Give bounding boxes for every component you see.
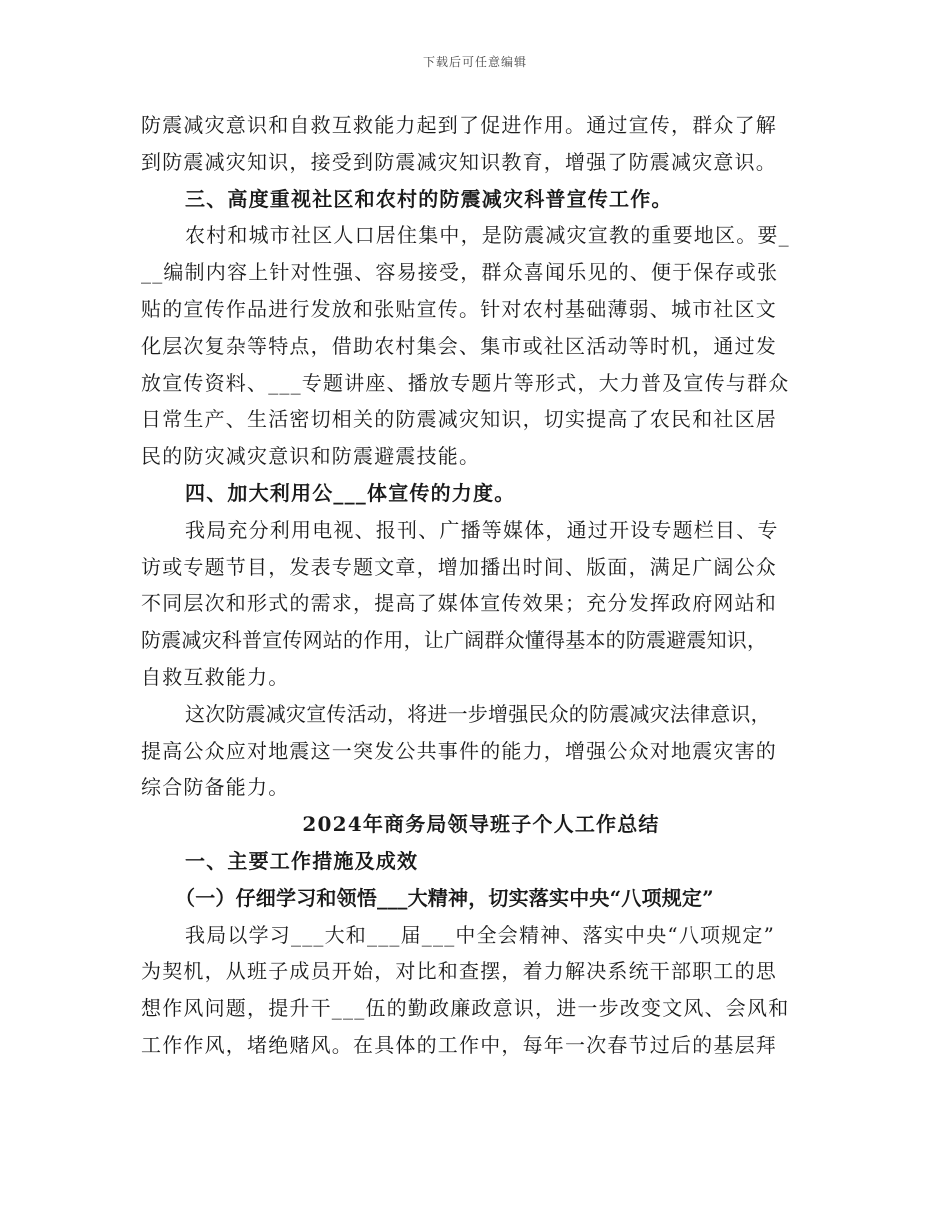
paragraph-line: 不同层次和形式的需求，提高了媒体宣传效果；充分发挥政府网站和 [141, 591, 777, 616]
paragraph-line: __编制内容上针对性强、容易接受，群众喜闻乐见的、便于保存或张 [141, 260, 779, 285]
paragraph-line: 到防震减灾知识，接受到防震减灾知识教育，增强了防震减灾意识。 [141, 149, 777, 174]
paragraph-line: 贴的宣传作品进行发放和张贴宣传。针对农村基础薄弱、城市社区文 [141, 296, 777, 321]
paragraph-line: 防震减灾科普宣传网站的作用，让广阔群众懂得基本的防震避震知识， [141, 628, 768, 653]
paragraph-line: 防震减灾意识和自救互救能力起到了促进作用。通过宣传，群众了解 [141, 113, 777, 137]
section-heading: 一、主要工作措施及成效 [185, 848, 419, 873]
paragraph-line: 我局充分利用电视、报刊、广播等媒体，通过开设专题栏目、专 [185, 517, 779, 542]
paragraph-line: 放宣传资料、___专题讲座、播放专题片等形式，大力普及宣传与群众 [141, 370, 790, 395]
document-title: 2024年商务局领导班子个人工作总结 [302, 812, 660, 837]
paragraph-line: 想作风问题，提升干___伍的勤政廉政意识，进一步改变文风、会风和 [141, 996, 790, 1021]
section-heading: 三、高度重视社区和农村的防震减灾科普宣传工作。 [185, 186, 673, 211]
section-heading: 四、加大利用公___体宣传的力度。 [185, 480, 516, 505]
paragraph-line: 化层次复杂等特点，借助农村集会、集市或社区活动等时机，通过发 [141, 333, 777, 358]
page-header: 下载后可任意编辑 [422, 55, 527, 69]
paragraph-line: 工作作风，堵绝赌风。在具体的工作中，每年一次春节过后的基层拜 [141, 1032, 777, 1057]
paragraph-line: 提高公众应对地震这一突发公共事件的能力，增强公众对地震灾害的 [141, 738, 777, 763]
paragraph-line: 这次防震减灾宣传活动，将进一步增强民众的防震减灾法律意识， [185, 701, 771, 726]
paragraph-line: 民的防灾减灾意识和防震避震技能。 [141, 444, 481, 469]
paragraph-line: 访或专题节目，发表专题文章，增加播出时间、版面，满足广阔公众 [141, 554, 777, 579]
subsection-heading: （一）仔细学习和领悟___大精神，切实落实中央“八项规定” [175, 885, 714, 910]
paragraph-line: 自救互救能力。 [141, 664, 290, 689]
paragraph-line: 为契机，从班子成员开始，对比和查摆，着力解决系统干部职工的思 [141, 959, 777, 984]
document-body [141, 107, 821, 1064]
paragraph-line: 日常生产、生活密切相关的防震减灾知识，切实提高了农民和社区居 [141, 407, 777, 432]
paragraph-line: 综合防备能力。 [141, 775, 290, 800]
paragraph-line: 我局以学习___大和___届___中全会精神、落实中央“八项规定” [185, 922, 776, 947]
paragraph-line: 农村和城市社区人口居住集中，是防震减灾宣教的重要地区。要_ [185, 223, 790, 248]
